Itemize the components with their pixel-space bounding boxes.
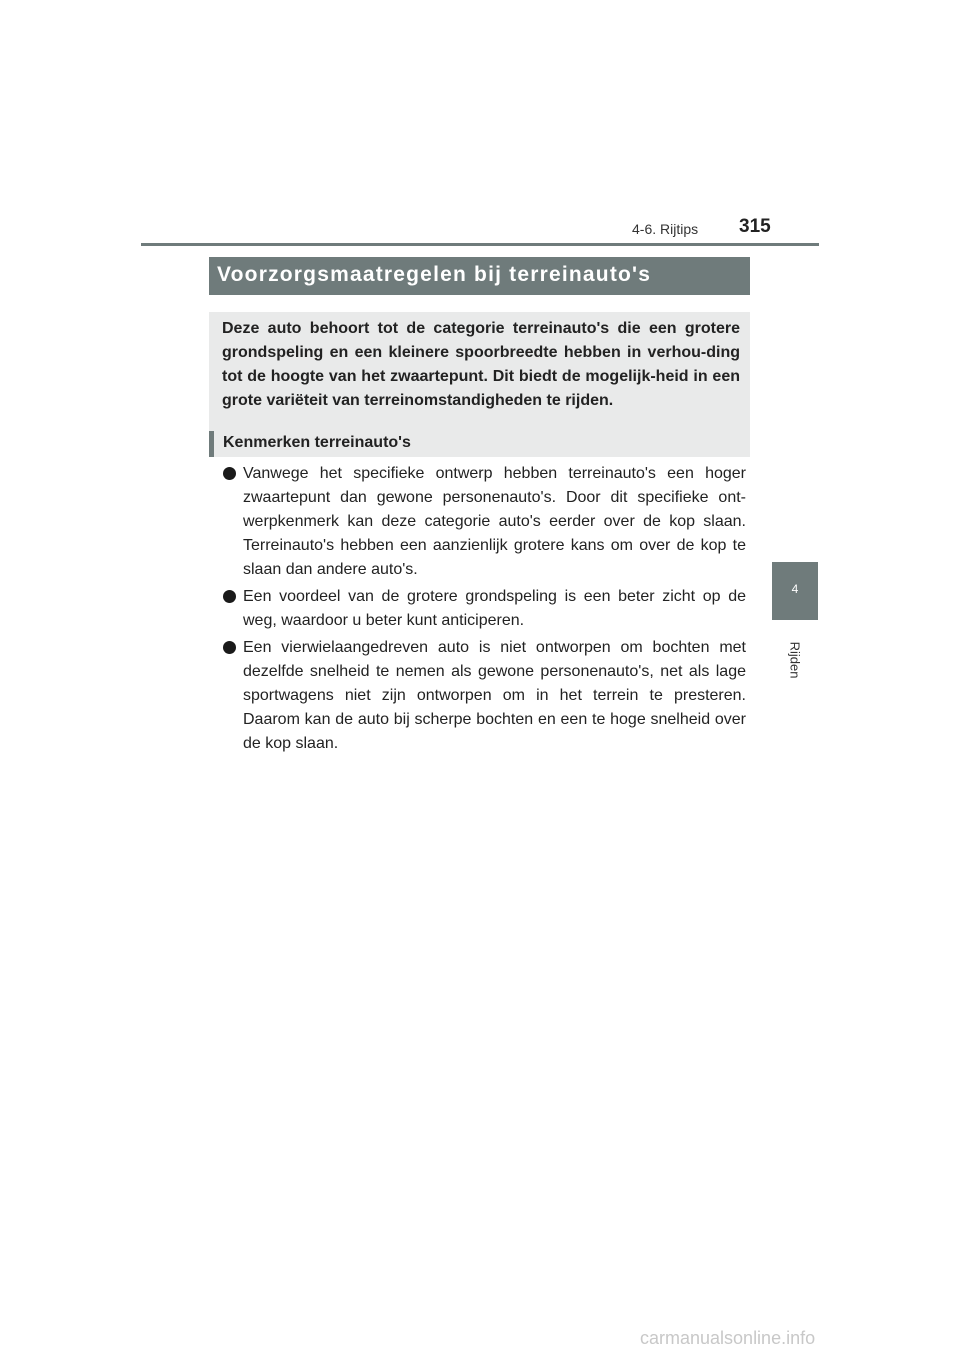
section-title-bar xyxy=(209,257,750,295)
list-item xyxy=(222,585,746,633)
bullet-icon xyxy=(223,467,236,480)
list-item-text: Vanwege het specifieke ontwerp hebben terreinauto's een hoger zwaartepunt dan gewone personenauto's. Door dit specifieke ont-werpkenmerk kan deze categorie auto's eerder over de kop slaan. Terreinauto's hebben een aanzienlijk grotere kans om over de kop te slaan dan andere auto's. xyxy=(243,465,746,578)
chapter-label: Rijden xyxy=(787,641,803,679)
subsection-bar xyxy=(209,431,750,457)
running-header-section: 4-6. Rijtips xyxy=(632,221,699,237)
intro-box xyxy=(209,312,750,440)
chapter-label-container xyxy=(772,630,818,690)
list-item-text: Een vierwielaangedreven auto is niet ontworpen om bochten met dezelfde snelheid te nemen als gewone personenauto's, net als lage sportwagens niet zijn ontworpen om in het terrein te presteren. Daarom kan de auto bij scherpe bochten en een te hoge snelheid over de kop slaan. xyxy=(243,639,746,752)
list-item xyxy=(222,462,746,582)
chapter-number: 4 xyxy=(791,582,799,596)
bullet-icon xyxy=(223,641,236,654)
bullet-icon xyxy=(223,590,236,603)
intro-text: Deze auto behoort tot de categorie terreinauto's die een grotere grondspeling en een kleinere spoorbreedte hebben in verhou-ding tot de hoogte van het zwaartepunt. Dit biedt de mogelijk-heid in een grote variëteit van terreinomstandigheden te rijden. xyxy=(222,320,740,409)
section-title: Voorzorgsmaatregelen bij terreinauto's xyxy=(217,263,652,286)
page-number: 315 xyxy=(739,216,771,237)
subsection-heading: Kenmerken terreinauto's xyxy=(223,434,411,451)
bullet-list xyxy=(222,462,746,759)
list-item xyxy=(222,636,746,756)
header-divider xyxy=(141,243,819,246)
watermark: carmanualsonline.info xyxy=(640,1328,816,1348)
chapter-tab xyxy=(772,562,818,620)
list-item-text: Een voordeel van de grotere grondspeling is een beter zicht op de weg, waardoor u beter kunt anticiperen. xyxy=(243,588,746,629)
